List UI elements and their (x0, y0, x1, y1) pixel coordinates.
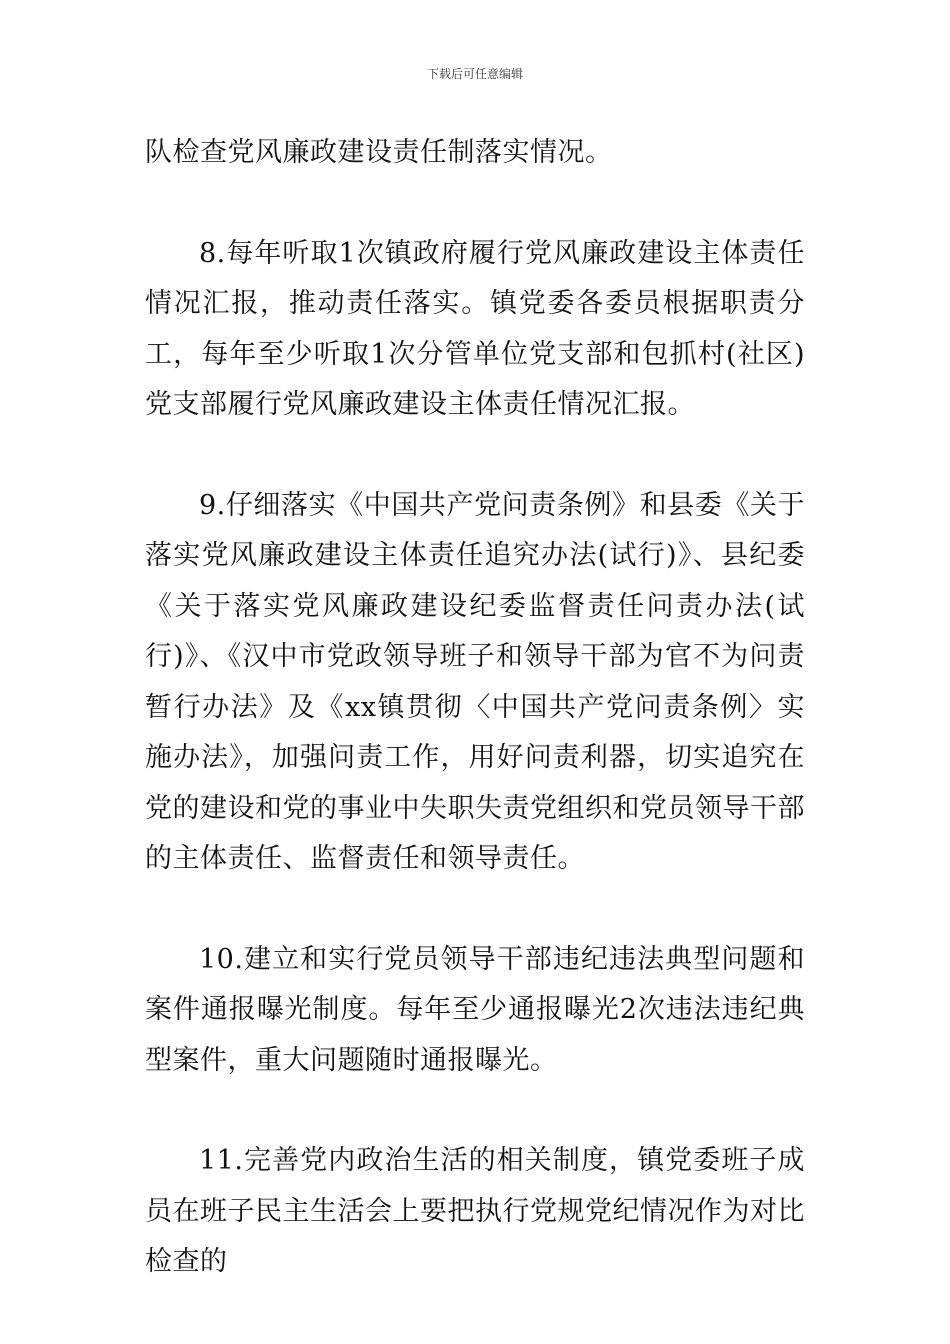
paragraph-continuation: 队检查党风廉政建设责任制落实情况。 (145, 137, 613, 168)
paragraph-gap (145, 885, 805, 935)
paragraph-gap (145, 1086, 805, 1136)
paragraph-item-8: 8.每年听取1次镇政府履行党风廉政建设主体责任情况汇报，推动责任落实。镇党委各委员根据职责分工，每年至少听取1次分管单位党支部和包抓村(社区)党支部履行党风廉政建设主体责任情况汇报。 (145, 237, 805, 420)
paragraph-item-11: 11.完善党内政治生活的相关制度，镇党委班子成员在班子民主生活会上要把执行党规党纪情况作为对比检查的 (145, 1145, 805, 1277)
page-header: 下载后可任意编辑 (426, 67, 523, 81)
paragraph-gap (145, 179, 805, 229)
document-body (145, 128, 805, 1288)
paragraph-gap (145, 431, 805, 481)
paragraph-item-9: 9.仔细落实《中国共产党问责条例》和县委《关于落实党风廉政建设主体责任追究办法(试行)》、县纪委《关于落实党风廉政建设纪委监督责任问责办法(试行)》、《汉中市党政领导班子和领导干部为官不为问责暂行办法》及《xx镇贯彻〈中国共产党问责条例〉实施办法》，加强问责工作，用好问责利器，切实追究在党的建设和党的事业中失职失责党组织和党员领导干部的主体责任、监督责任和领导责任。 (145, 489, 805, 874)
paragraph-item-10: 10.建立和实行党员领导干部违纪违法典型问题和案件通报曝光制度。每年至少通报曝光2次违法违纪典型案件，重大问题随时通报曝光。 (145, 943, 805, 1076)
